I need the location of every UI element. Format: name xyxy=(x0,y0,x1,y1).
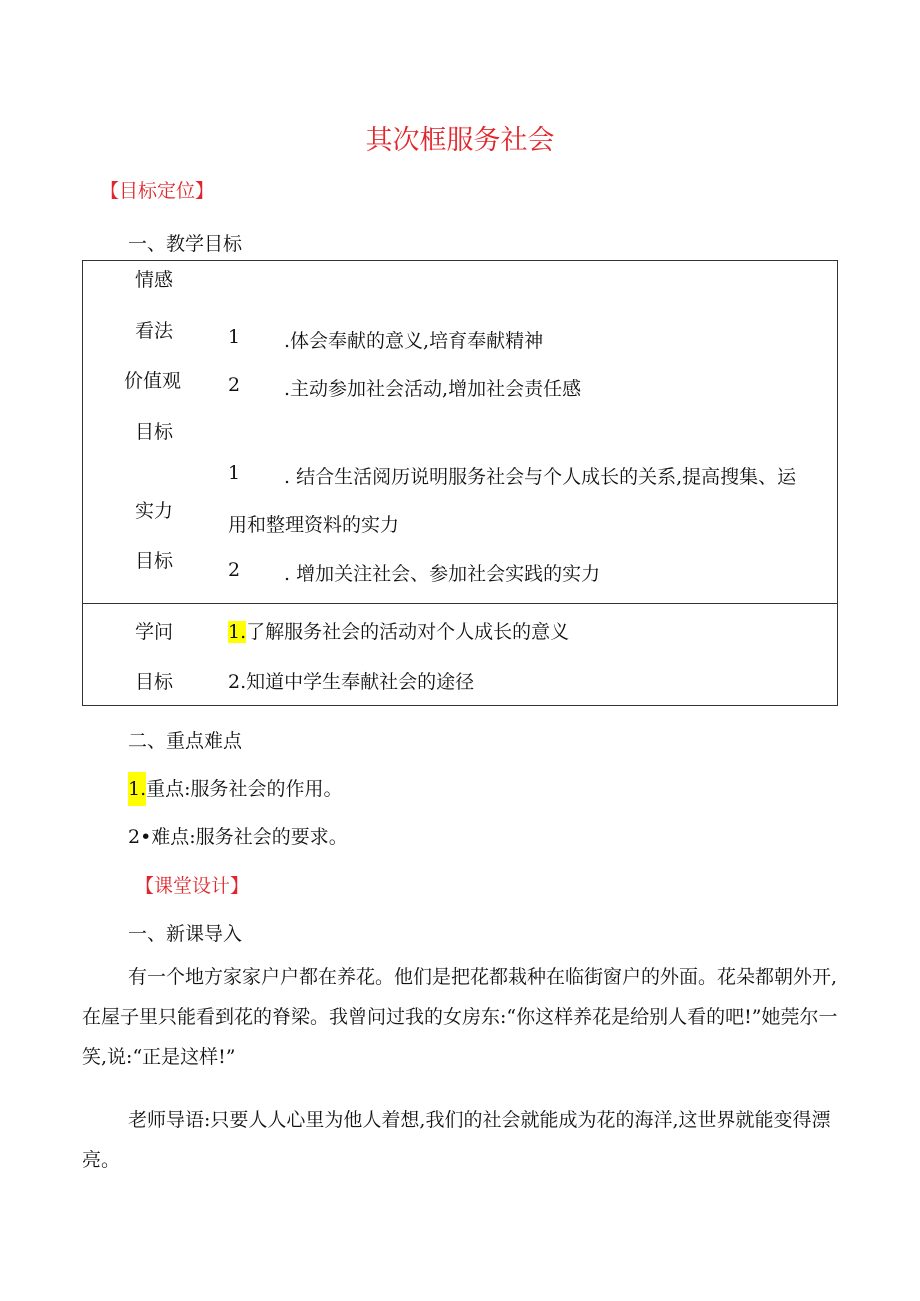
ability-item-2-num: 2 xyxy=(228,559,241,581)
knowledge-item-2-text: 2.知道中学生奉献社会的途径 xyxy=(228,671,475,693)
section-heading-design: 【课堂设计】 xyxy=(135,875,250,897)
label-knowledge-2: 目标 xyxy=(135,671,174,693)
key-point-num: 1. xyxy=(128,772,146,806)
knowledge-item-1-num: 1. xyxy=(228,621,247,643)
label-emotion-3: 价值观 xyxy=(124,370,182,392)
emotion-item-2-text: .主动参加社会活动,增加社会责任感 xyxy=(284,378,582,400)
heading-teaching-goals: 一、教学目标 xyxy=(128,233,243,255)
emotion-item-2-num: 2 xyxy=(228,374,241,396)
difficulty-point: 2•难点:服务社会的要求。 xyxy=(128,826,348,848)
label-emotion-2: 看法 xyxy=(135,320,174,342)
heading-intro: 一、新课导入 xyxy=(128,923,243,945)
intro-paragraph: 有一个地方家家户户都在养花。他们是把花都栽种在临街窗户的外面。花朵都朝外开,在屋子里只能看到花的脊梁。我曾问过我的女房东:“你这样养花是给别人看的吧!”她莞尔一笑,说:“正是这样!” xyxy=(82,966,838,1068)
ability-item-1-num: 1 xyxy=(228,462,241,484)
emotion-item-1-text: .体会奉献的意义,培育奉献精神 xyxy=(284,330,544,352)
section-heading-target: 【目标定位】 xyxy=(100,180,215,202)
ability-item-1-line1: . 结合生活阅历说明服务社会与个人成长的关系,提高搜集、运 xyxy=(284,466,797,488)
heading-key-points: 二、重点难点 xyxy=(128,730,243,752)
label-emotion-4: 目标 xyxy=(135,421,174,443)
ability-item-1-line2: 用和整理资料的实力 xyxy=(228,514,400,536)
page-title: 其次框服务社会 xyxy=(365,125,555,156)
teacher-paragraph: 老师导语:只要人人心里为他人着想,我们的社会就能成为花的海洋,这世界就能变得漂亮。 xyxy=(82,1109,831,1171)
label-ability-2: 目标 xyxy=(135,550,174,572)
label-knowledge-1: 学问 xyxy=(135,621,174,643)
emotion-item-1-num: 1 xyxy=(228,326,241,348)
ability-item-2-text: . 增加关注社会、参加社会实践的实力 xyxy=(284,563,601,585)
knowledge-item-1-text: 了解服务社会的活动对个人成长的意义 xyxy=(246,621,570,643)
key-point-text: 重点:服务社会的作用。 xyxy=(146,778,343,800)
label-emotion-1: 情感 xyxy=(135,269,174,291)
table-row-divider xyxy=(83,603,837,604)
label-ability-1: 实力 xyxy=(135,500,174,522)
